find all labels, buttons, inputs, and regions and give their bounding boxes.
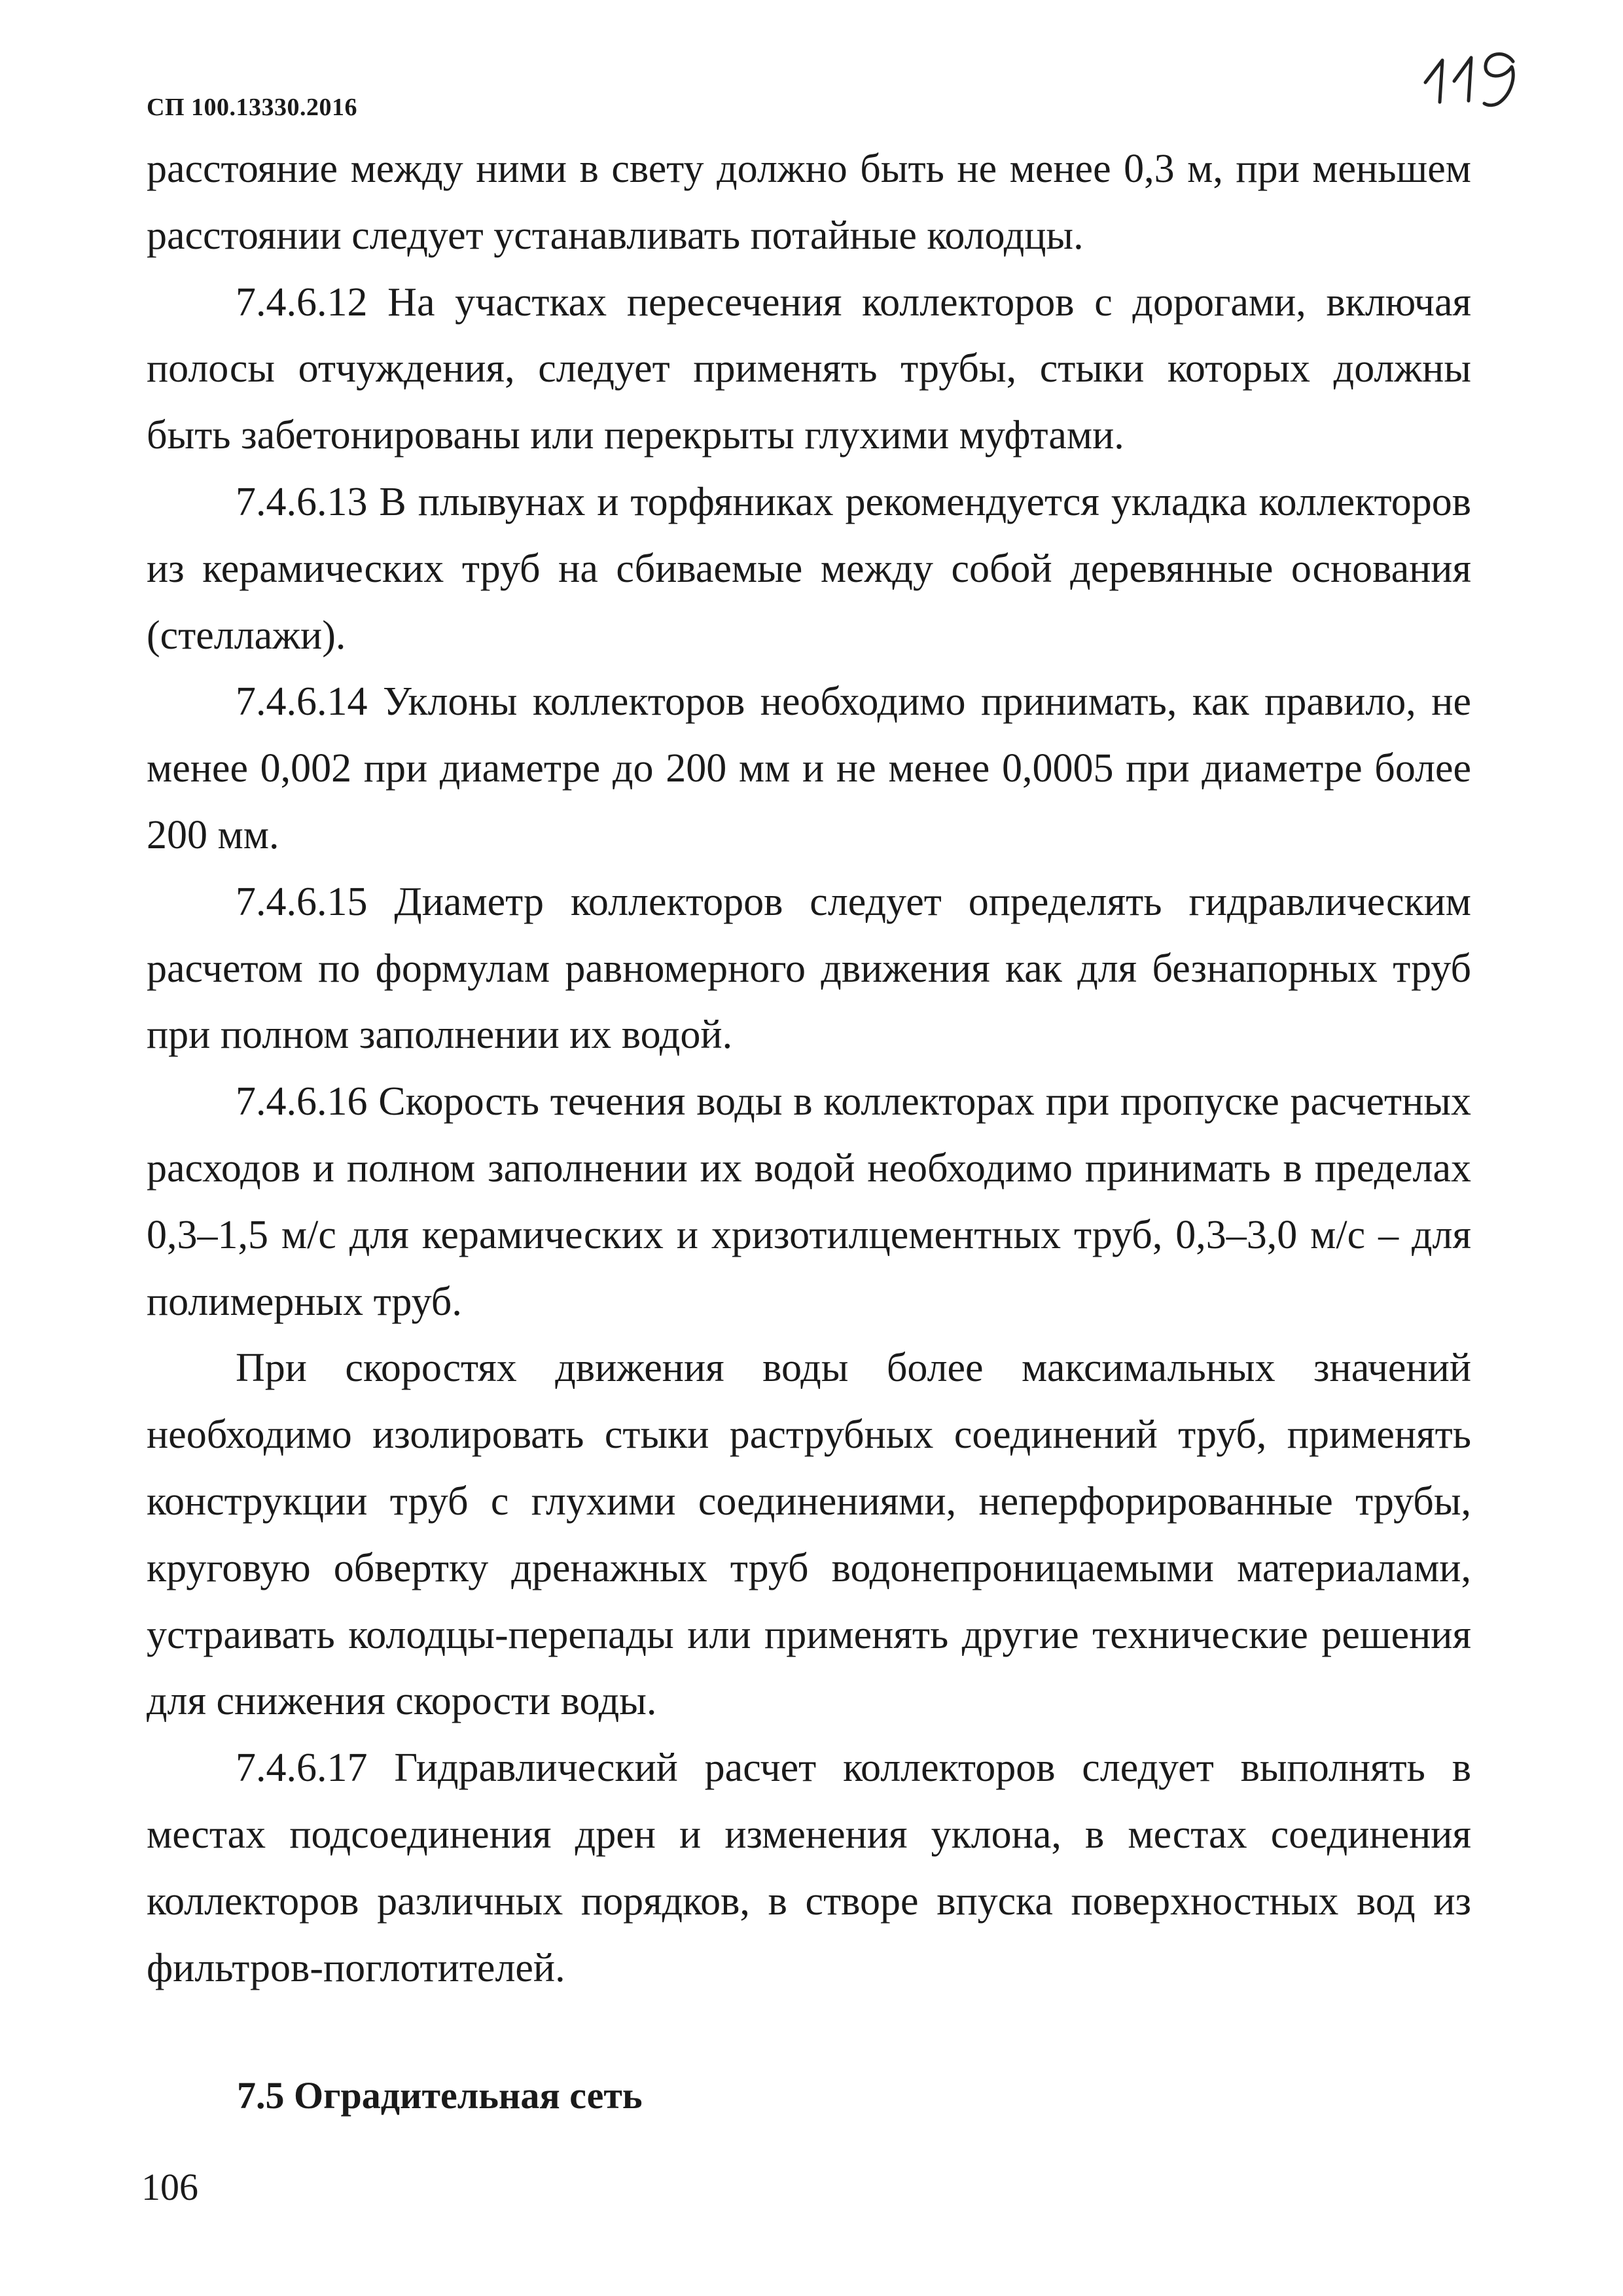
document-code: СП 100.13330.2016 <box>147 94 357 121</box>
paragraph-7-4-6-16: 7.4.6.16 Скорость течения воды в коллекторах при пропуске расчетных расходов и полном заполнении их водой необходимо принимать в пределах 0,3–1,5 м/с для керамических и хризотилцементных труб, 0,3–3,0 м/с – для полимерных труб. <box>147 1079 1471 1324</box>
paragraph-7-4-6-13: 7.4.6.13 В плывунах и торфяниках рекомендуется укладка коллекторов из керамических труб на сбиваемые между собой деревянные основания (стеллажи). <box>147 479 1471 658</box>
paragraph-7-4-6-15: 7.4.6.15 Диаметр коллекторов следует определять гидравлическим расчетом по формулам равномерного движения как для безнапорных труб при полном заполнении их водой. <box>147 879 1471 1058</box>
handwritten-page-mark <box>1414 38 1538 110</box>
page-number: 106 <box>141 2166 198 2208</box>
paragraph-continuation: расстояние между ними в свету должно быть не менее 0,3 м, при меньшем расстоянии следует устанавливать потайные колодцы. <box>147 147 1471 258</box>
paragraph-7-4-6-12: 7.4.6.12 На участках пересечения коллекторов с дорогами, включая полосы отчуждения, следует применять трубы, стыки которых должны быть забетонированы или перекрыты глухими муфтами. <box>147 279 1471 458</box>
paragraph-7-4-6-14: 7.4.6.14 Уклоны коллекторов необходимо принимать, как правило, не менее 0,002 при диаметре до 200 мм и не менее 0,0005 при диаметре более 200 мм. <box>147 679 1471 857</box>
body-text <box>147 136 1471 2001</box>
paragraph-7-4-6-17: 7.4.6.17 Гидравлический расчет коллекторов следует выполнять в местах подсоединения дрен и изменения уклона, в местах соединения коллекторов различных порядков, в створе впуска поверхностных вод из фильтров-поглотителей. <box>147 1746 1471 1990</box>
section-heading: 7.5 Оградительная сеть <box>237 2074 643 2117</box>
paragraph-velocity-measures: При скоростях движения воды более максимальных значений необходимо изолировать стыки раструбных соединений труб, применять конструкции труб с глухими соединениями, неперфорированные трубы, круговую обвертку дренажных труб водонепроницаемыми материалами, устраивать колодцы-перепады или применять другие технические решения для снижения скорости воды. <box>147 1346 1471 1724</box>
